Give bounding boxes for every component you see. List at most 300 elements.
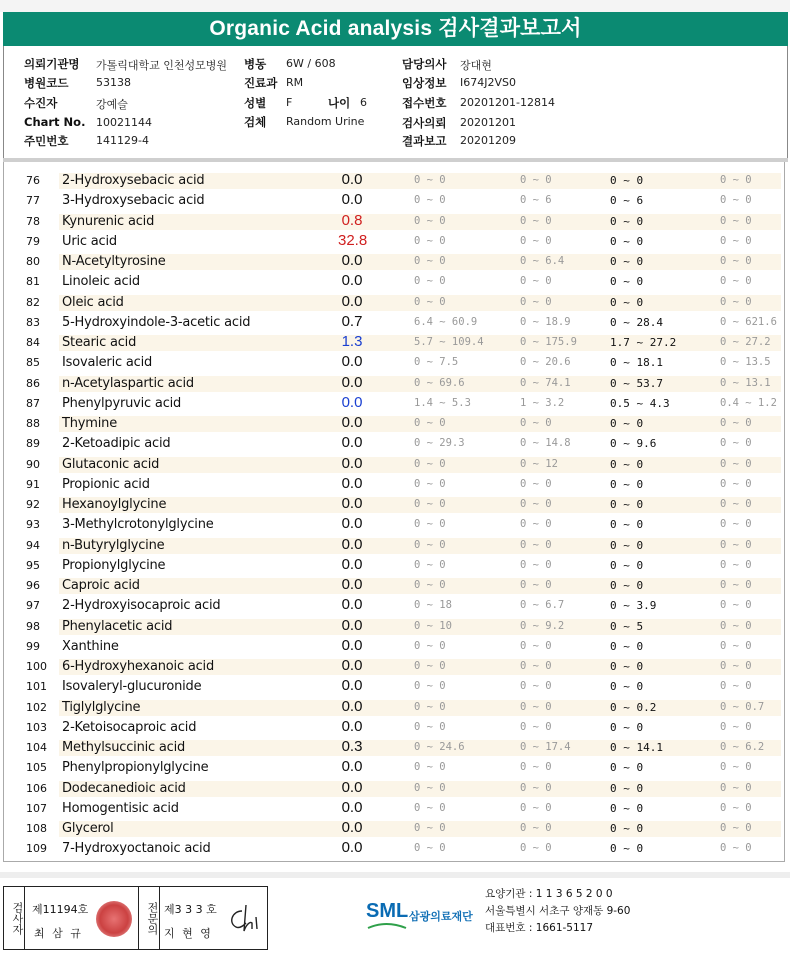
reference-range-2: 0 ~ 6.4 — [520, 255, 565, 267]
chart-label: Chart No. — [24, 115, 86, 129]
specialist-license: 제3 3 3 호 — [164, 903, 217, 916]
reference-range-2: 0 ~ 0 — [520, 498, 552, 510]
row-number: 80 — [26, 255, 40, 268]
analyte-name: Hexanoylglycine — [62, 497, 167, 512]
reference-range-2: 0 ~ 0 — [520, 417, 552, 429]
reference-range-1: 0 ~ 0 — [414, 801, 446, 814]
analyte-name: Phenylpyruvic acid — [62, 395, 182, 411]
row-number: 76 — [26, 174, 40, 187]
reference-range-4: 0 ~ 0 — [720, 498, 752, 510]
result-value: 0.3 — [341, 738, 363, 755]
result-value: 0.0 — [341, 596, 363, 614]
analyte-name: 3-Methylcrotonylglycine — [62, 517, 214, 533]
row-number: 86 — [26, 376, 40, 390]
reference-range-4: 0 ~ 0 — [720, 660, 752, 672]
official-seal — [96, 901, 132, 937]
analyte-name: Linoleic acid — [62, 274, 140, 290]
reference-range-4: 0 ~ 0 — [720, 558, 752, 571]
reference-range-4: 0 ~ 0 — [720, 275, 752, 288]
table-row — [4, 474, 784, 494]
table-row — [4, 332, 784, 352]
rrn-value: 141129-4 — [96, 134, 149, 147]
reference-range-4: 0 ~ 0 — [720, 619, 752, 632]
reference-range-3: 0 ~ 0 — [610, 558, 644, 572]
reference-range-1: 0 ~ 0 — [414, 174, 446, 186]
result-value: 0.0 — [341, 717, 363, 735]
sex-value: F — [286, 96, 293, 109]
row-number: 104 — [26, 741, 47, 754]
reference-range-2: 0 ~ 0 — [520, 842, 552, 855]
reference-range-1: 0 ~ 24.6 — [414, 741, 465, 753]
reference-range-4: 0 ~ 0 — [720, 761, 752, 774]
table-row — [4, 757, 784, 777]
chart-value: 10021144 — [96, 116, 152, 129]
age-label: 나이 — [328, 96, 351, 110]
reference-range-4: 0 ~ 0 — [720, 174, 752, 186]
result-value: 0.0 — [341, 434, 363, 452]
row-number: 78 — [26, 214, 40, 228]
table-row — [4, 676, 784, 696]
reference-range-3: 0 ~ 0 — [610, 761, 644, 775]
rrn-label: 주민번호 — [24, 134, 69, 148]
row-number: 95 — [26, 558, 40, 572]
report-label: 결과보고 — [402, 134, 447, 148]
row-number: 99 — [26, 639, 40, 653]
table-row — [4, 595, 784, 615]
reference-range-4: 0 ~ 13.5 — [720, 356, 771, 369]
specimen-label: 검체 — [244, 115, 267, 129]
tester-name: 최 삼 규 — [34, 927, 83, 940]
table-row — [4, 697, 784, 717]
reference-range-1: 0 ~ 0 — [414, 579, 446, 591]
clinical-value: I674J2VS0 — [460, 76, 516, 89]
table-row — [4, 292, 784, 312]
reference-range-3: 0 ~ 0 — [610, 234, 644, 248]
code-value: 53138 — [96, 76, 131, 89]
row-number: 105 — [26, 761, 47, 775]
reference-range-2: 0 ~ 0 — [520, 214, 552, 227]
report-value: 20201209 — [460, 134, 516, 147]
reference-range-1: 0 ~ 0 — [414, 194, 446, 207]
reference-range-2: 0 ~ 0 — [520, 518, 552, 531]
analyte-name: Methylsuccinic acid — [62, 740, 186, 755]
row-number: 92 — [26, 498, 40, 511]
reference-range-1: 0 ~ 69.6 — [414, 376, 465, 389]
reference-range-1: 0 ~ 0 — [414, 700, 446, 713]
reference-range-3: 0 ~ 0 — [610, 174, 644, 187]
analyte-name: n-Acetylaspartic acid — [62, 375, 194, 391]
analyte-name: 2-Ketoadipic acid — [62, 436, 171, 452]
analyte-name: Thymine — [62, 416, 117, 431]
org-phone: 대표번호 : 1661-5117 — [485, 922, 594, 934]
reference-range-3: 0 ~ 0 — [610, 477, 644, 491]
org-name: 삼광의료재단 — [409, 910, 473, 923]
analyte-name: Uric acid — [62, 233, 117, 249]
analyte-name: 2-Hydroxysebacic acid — [62, 173, 205, 188]
reference-range-2: 0 ~ 0 — [520, 822, 552, 834]
reference-range-4: 0 ~ 0 — [720, 194, 752, 207]
result-value: 0.8 — [341, 211, 363, 229]
reference-range-4: 0 ~ 0.7 — [720, 700, 765, 713]
reference-range-3: 0 ~ 28.4 — [610, 315, 663, 329]
row-number: 87 — [26, 396, 40, 410]
receipt-value: 20201201-12814 — [460, 96, 555, 109]
result-value: 0.0 — [341, 657, 363, 674]
report-title: Organic Acid analysis 검사결과보고서 — [3, 12, 788, 46]
patient-value: 강예슬 — [96, 98, 128, 111]
patient-label: 수진자 — [24, 96, 58, 110]
row-number: 94 — [26, 538, 40, 552]
result-value: 0.0 — [341, 576, 363, 593]
table-row — [4, 211, 784, 231]
reference-range-1: 0 ~ 0 — [414, 660, 446, 672]
reference-range-1: 0 ~ 18 — [414, 599, 452, 612]
table-row — [4, 778, 784, 798]
row-number: 82 — [26, 295, 40, 309]
reference-range-1: 1.4 ~ 5.3 — [414, 396, 471, 409]
reference-range-1: 0 ~ 0 — [414, 234, 446, 247]
analyte-name: Phenylpropionylglycine — [62, 760, 209, 776]
reference-range-3: 0 ~ 0 — [610, 417, 644, 430]
reference-range-2: 0 ~ 0 — [520, 801, 552, 814]
result-value: 0.0 — [341, 191, 363, 209]
row-number: 96 — [26, 579, 40, 592]
row-number: 108 — [26, 822, 47, 835]
reference-range-4: 0 ~ 0 — [720, 417, 752, 429]
reference-range-4: 0 ~ 0 — [720, 599, 752, 612]
result-value: 0.0 — [341, 555, 363, 573]
dept-label: 진료과 — [244, 76, 278, 90]
analyte-name: Isovaleryl-glucuronide — [62, 679, 202, 695]
reference-range-1: 0 ~ 29.3 — [414, 437, 465, 450]
row-number: 103 — [26, 720, 47, 734]
table-row — [4, 413, 784, 433]
reference-range-3: 0 ~ 53.7 — [610, 376, 663, 390]
reference-range-4: 0 ~ 0 — [720, 781, 752, 794]
table-row — [4, 494, 784, 514]
reference-range-1: 0 ~ 0 — [414, 477, 446, 490]
reference-range-4: 0 ~ 13.1 — [720, 376, 771, 389]
reference-range-2: 0 ~ 14.8 — [520, 437, 571, 450]
analyte-name: Caproic acid — [62, 578, 140, 593]
top-band — [0, 0, 790, 12]
reference-range-3: 0 ~ 0 — [610, 660, 644, 673]
request-value: 20201201 — [460, 116, 516, 129]
table-row — [4, 798, 784, 818]
reference-range-1: 0 ~ 0 — [414, 680, 446, 693]
result-value: 0.0 — [341, 839, 363, 857]
reference-range-4: 0.4 ~ 1.2 — [720, 396, 777, 409]
reference-range-3: 0 ~ 0 — [610, 680, 644, 694]
table-row — [4, 454, 784, 474]
hospital-label: 의뢰기관명 — [24, 57, 80, 71]
result-value: 0.0 — [341, 515, 363, 533]
result-value: 0.0 — [341, 474, 363, 492]
result-value: 0.0 — [341, 353, 363, 371]
analyte-name: n-Butyrylglycine — [62, 537, 165, 553]
table-row — [4, 251, 784, 271]
results-table — [3, 162, 785, 862]
specialist-label: 전문의 — [138, 887, 160, 949]
sml-logo: SML — [366, 900, 409, 922]
table-row — [4, 393, 784, 413]
reference-range-2: 0 ~ 20.6 — [520, 356, 571, 369]
row-number: 93 — [26, 518, 40, 532]
reference-range-2: 0 ~ 6.7 — [520, 599, 565, 612]
reference-range-4: 0 ~ 0 — [720, 801, 752, 814]
reference-range-4: 0 ~ 0 — [720, 518, 752, 531]
reference-range-3: 0 ~ 0 — [610, 518, 644, 532]
reference-range-4: 0 ~ 0 — [720, 579, 752, 591]
reference-range-4: 0 ~ 0 — [720, 822, 752, 834]
result-value: 0.7 — [341, 312, 363, 330]
result-value: 0.0 — [341, 535, 363, 553]
reference-range-2: 0 ~ 0 — [520, 720, 552, 733]
analyte-name: Tiglylglycine — [62, 699, 141, 715]
result-value: 0.0 — [341, 393, 363, 411]
result-value: 0.0 — [341, 495, 363, 512]
ward-label: 병동 — [244, 57, 267, 71]
reference-range-3: 0 ~ 18.1 — [610, 356, 663, 370]
analyte-name: Stearic acid — [62, 335, 137, 350]
reference-range-3: 0 ~ 0 — [610, 842, 644, 856]
analyte-name: Kynurenic acid — [62, 213, 155, 229]
analyte-name: Oleic acid — [62, 294, 124, 310]
row-number: 90 — [26, 457, 40, 471]
row-number: 102 — [26, 700, 47, 714]
reference-range-4: 0 ~ 6.2 — [720, 741, 765, 753]
reference-range-3: 0 ~ 6 — [610, 194, 644, 208]
table-row — [4, 190, 784, 210]
table-row — [4, 231, 784, 251]
reference-range-3: 0 ~ 0 — [610, 801, 644, 815]
reference-range-2: 0 ~ 74.1 — [520, 376, 571, 389]
row-number: 79 — [26, 234, 40, 248]
reference-range-2: 0 ~ 0 — [520, 477, 552, 490]
analyte-name: Propionic acid — [62, 476, 150, 492]
reference-range-1: 0 ~ 0 — [414, 822, 446, 834]
report-footer — [0, 878, 790, 954]
analyte-name: 7-Hydroxyoctanoic acid — [62, 841, 211, 857]
analyte-name: Glycerol — [62, 821, 114, 836]
table-row — [4, 433, 784, 453]
reference-range-1: 0 ~ 7.5 — [414, 356, 459, 369]
reference-range-2: 0 ~ 0 — [520, 275, 552, 288]
clinical-label: 임상정보 — [402, 76, 447, 90]
reference-range-1: 0 ~ 0 — [414, 639, 446, 652]
row-number: 88 — [26, 417, 40, 430]
result-value: 0.0 — [341, 636, 363, 654]
result-value: 0.0 — [341, 171, 363, 188]
table-row — [4, 838, 784, 858]
result-value: 0.0 — [341, 819, 363, 836]
table-row — [4, 737, 784, 757]
analyte-name: 5-Hydroxyindole-3-acetic acid — [62, 314, 251, 330]
table-row — [4, 575, 784, 595]
row-number: 107 — [26, 801, 47, 815]
reference-range-1: 0 ~ 0 — [414, 720, 446, 733]
result-value: 0.0 — [341, 778, 363, 796]
ward-value: 6W / 608 — [286, 57, 336, 70]
tester-license: 제11194호 — [32, 903, 89, 916]
reference-range-3: 1.7 ~ 27.2 — [610, 336, 677, 349]
reference-range-4: 0 ~ 621.6 — [720, 315, 777, 328]
reference-range-2: 0 ~ 175.9 — [520, 336, 577, 348]
reference-range-1: 0 ~ 0 — [414, 538, 446, 551]
reference-range-2: 0 ~ 0 — [520, 700, 552, 713]
reference-range-1: 0 ~ 0 — [414, 417, 446, 429]
reference-range-4: 0 ~ 0 — [720, 457, 752, 470]
analyte-name: Phenylacetic acid — [62, 618, 173, 634]
table-row — [4, 717, 784, 737]
table-row — [4, 514, 784, 534]
reference-range-2: 0 ~ 12 — [520, 457, 558, 470]
reference-range-3: 0 ~ 0 — [610, 457, 644, 471]
hospital-value: 가톨릭대학교 인천성모병원 — [96, 59, 228, 72]
reference-range-3: 0 ~ 0 — [610, 498, 644, 511]
reference-range-3: 0 ~ 0 — [610, 639, 644, 653]
reference-range-3: 0 ~ 0 — [610, 538, 644, 552]
reference-range-4: 0 ~ 0 — [720, 842, 752, 855]
handwritten-signature — [222, 897, 262, 937]
analyte-name: Propionylglycine — [62, 557, 166, 573]
row-number: 89 — [26, 437, 40, 451]
reference-range-4: 0 ~ 0 — [720, 234, 752, 247]
doctor-value: 장대현 — [460, 59, 492, 72]
org-address: 서울특별시 서초구 양재동 9-60 — [485, 905, 631, 917]
result-value: 0.0 — [341, 454, 363, 472]
table-row — [4, 818, 784, 838]
reference-range-2: 0 ~ 0 — [520, 538, 552, 551]
reference-range-3: 0 ~ 0 — [610, 255, 644, 268]
reference-range-2: 0 ~ 17.4 — [520, 741, 571, 753]
analyte-name: Xanthine — [62, 638, 119, 654]
reference-range-4: 0 ~ 0 — [720, 720, 752, 733]
reference-range-1: 0 ~ 0 — [414, 558, 446, 571]
reference-range-2: 0 ~ 0 — [520, 680, 552, 693]
receipt-label: 접수번호 — [402, 96, 447, 110]
row-number: 77 — [26, 194, 40, 208]
analyte-name: Homogentisic acid — [62, 800, 179, 816]
reference-range-3: 0 ~ 0 — [610, 720, 644, 734]
reference-range-3: 0 ~ 0 — [610, 214, 644, 228]
row-number: 106 — [26, 781, 47, 795]
code-label: 병원코드 — [24, 76, 69, 90]
reference-range-2: 0 ~ 0 — [520, 234, 552, 247]
reference-range-2: 0 ~ 0 — [520, 579, 552, 591]
result-value: 0.0 — [341, 414, 363, 431]
reference-range-4: 0 ~ 27.2 — [720, 336, 771, 348]
age-value: 6 — [360, 96, 367, 109]
reference-range-3: 0 ~ 0 — [610, 295, 644, 309]
reference-range-1: 5.7 ~ 109.4 — [414, 336, 484, 348]
table-row — [4, 170, 784, 190]
reference-range-2: 0 ~ 18.9 — [520, 315, 571, 328]
row-number: 101 — [26, 680, 47, 694]
reference-range-4: 0 ~ 0 — [720, 538, 752, 551]
specimen-value: Random Urine — [286, 115, 365, 128]
reference-range-1: 0 ~ 0 — [414, 518, 446, 531]
reference-range-3: 0 ~ 0 — [610, 822, 644, 835]
reference-range-1: 0 ~ 0 — [414, 295, 446, 308]
doctor-label: 담당의사 — [402, 57, 447, 71]
reference-range-3: 0 ~ 0 — [610, 781, 644, 795]
reference-range-1: 0 ~ 0 — [414, 275, 446, 288]
reference-range-2: 0 ~ 0 — [520, 660, 552, 672]
result-value: 0.0 — [341, 292, 363, 310]
reference-range-1: 0 ~ 0 — [414, 457, 446, 470]
reference-range-2: 0 ~ 6 — [520, 194, 552, 207]
reference-range-3: 0 ~ 0.2 — [610, 700, 657, 714]
reference-range-1: 0 ~ 0 — [414, 255, 446, 267]
patient-info-panel — [3, 46, 788, 158]
reference-range-2: 0 ~ 0 — [520, 781, 552, 794]
tester-label: 검사자 — [4, 887, 25, 949]
reference-range-4: 0 ~ 0 — [720, 295, 752, 308]
reference-range-3: 0 ~ 3.9 — [610, 599, 657, 613]
reference-range-4: 0 ~ 0 — [720, 639, 752, 652]
reference-range-4: 0 ~ 0 — [720, 214, 752, 227]
table-row — [4, 636, 784, 656]
reference-range-1: 0 ~ 0 — [414, 842, 446, 855]
row-number: 100 — [26, 660, 47, 673]
reference-range-3: 0 ~ 9.6 — [610, 437, 657, 451]
row-number: 109 — [26, 842, 47, 856]
result-value: 32.8 — [338, 231, 368, 249]
reference-range-2: 0 ~ 0 — [520, 761, 552, 774]
result-value: 0.0 — [341, 677, 363, 695]
reference-range-1: 0 ~ 0 — [414, 498, 446, 510]
reference-range-4: 0 ~ 0 — [720, 680, 752, 693]
analyte-name: 2-Ketoisocaproic acid — [62, 719, 197, 735]
reference-range-3: 0 ~ 14.1 — [610, 741, 663, 754]
reference-range-4: 0 ~ 0 — [720, 437, 752, 450]
sex-label: 성별 — [244, 96, 267, 110]
analyte-name: Glutaconic acid — [62, 456, 160, 472]
logo-swoosh — [366, 922, 408, 932]
reference-range-2: 0 ~ 9.2 — [520, 619, 565, 632]
analyte-name: N-Acetyltyrosine — [62, 254, 166, 269]
result-value: 0.0 — [341, 697, 363, 715]
reference-range-4: 0 ~ 0 — [720, 255, 752, 267]
row-number: 81 — [26, 275, 40, 289]
reference-range-1: 0 ~ 0 — [414, 214, 446, 227]
reference-range-4: 0 ~ 0 — [720, 477, 752, 490]
reference-range-3: 0 ~ 0 — [610, 579, 644, 592]
analyte-name: 6-Hydroxyhexanoic acid — [62, 659, 215, 674]
analyte-name: Dodecanedioic acid — [62, 780, 186, 796]
result-value: 0.0 — [341, 616, 363, 634]
reference-range-2: 1 ~ 3.2 — [520, 396, 565, 409]
dept-value: RM — [286, 76, 304, 89]
row-number: 84 — [26, 336, 40, 349]
result-value: 0.0 — [341, 758, 363, 776]
analyte-name: 3-Hydroxysebacic acid — [62, 193, 205, 209]
result-value: 0.0 — [341, 373, 363, 391]
table-row — [4, 373, 784, 393]
request-label: 검사의뢰 — [402, 116, 447, 130]
table-row — [4, 271, 784, 291]
row-number: 83 — [26, 315, 40, 329]
table-row — [4, 616, 784, 636]
reference-range-2: 0 ~ 0 — [520, 558, 552, 571]
signature-box — [3, 886, 268, 950]
reference-range-3: 0.5 ~ 4.3 — [610, 396, 670, 410]
row-number: 85 — [26, 356, 40, 370]
result-value: 0.0 — [341, 252, 363, 269]
analyte-name: Isovaleric acid — [62, 355, 153, 371]
row-number: 97 — [26, 599, 40, 613]
